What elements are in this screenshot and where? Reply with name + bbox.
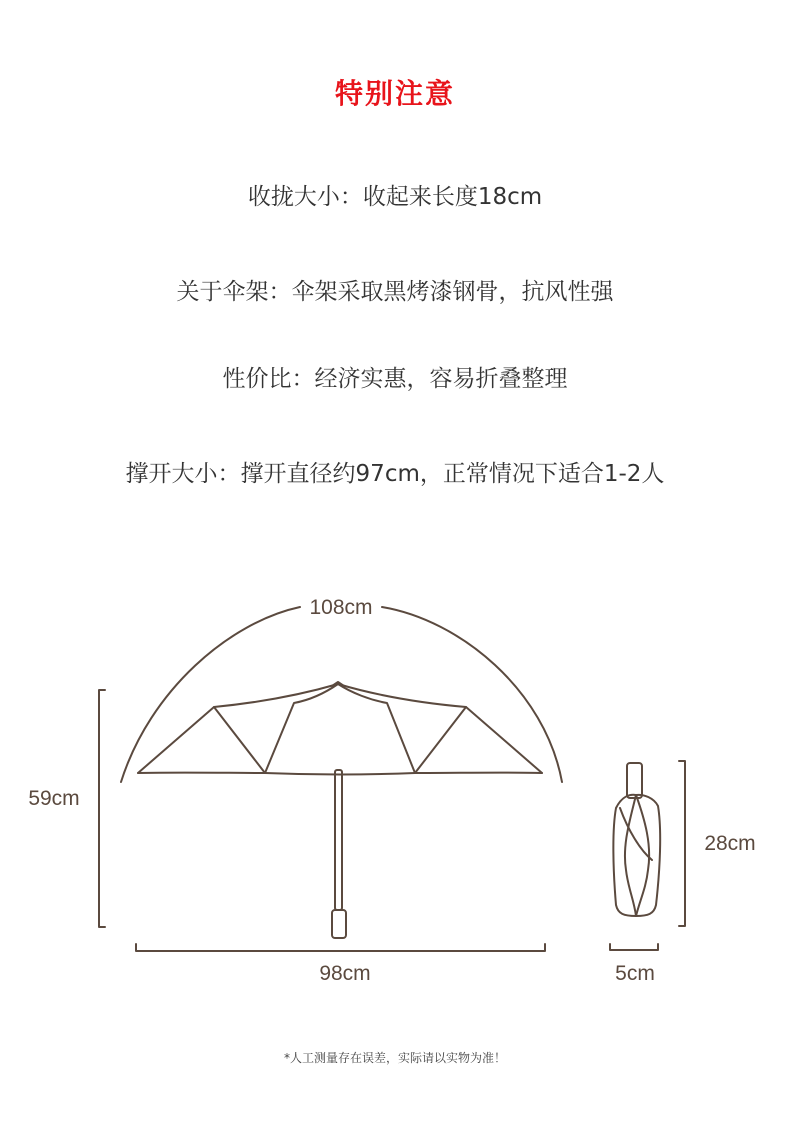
open-width-label: 98cm — [319, 962, 371, 985]
spec-value: 性价比：经济实惠，容易折叠整理 — [222, 366, 568, 392]
spec-folded-size: 收拢大小：收起来长度18cm — [247, 184, 543, 210]
spec-open-size: 撑开大小：撑开直径约97cm，正常情况下适合1-2人 — [125, 461, 665, 487]
page-title: 特别注意 — [334, 77, 455, 110]
folded-height-label: 28cm — [704, 832, 756, 855]
umbrella-dimension-diagram — [0, 560, 790, 1000]
open-height-label: 59cm — [28, 787, 80, 810]
folded-umbrella-icon — [613, 763, 660, 916]
arc-length-label: 108cm — [309, 596, 373, 619]
folded-height-bracket — [679, 761, 685, 926]
spec-frame: 关于伞架：伞架采取黑烤漆钢骨，抗风性强 — [176, 279, 614, 305]
footnote: *人工测量存在误差，实际请以实物为准！ — [283, 1051, 506, 1065]
open-height-bracket — [99, 690, 105, 927]
open-umbrella-icon — [138, 682, 542, 938]
folded-width-label: 5cm — [615, 962, 655, 985]
open-width-bracket — [136, 944, 545, 951]
folded-width-bracket — [610, 944, 658, 950]
